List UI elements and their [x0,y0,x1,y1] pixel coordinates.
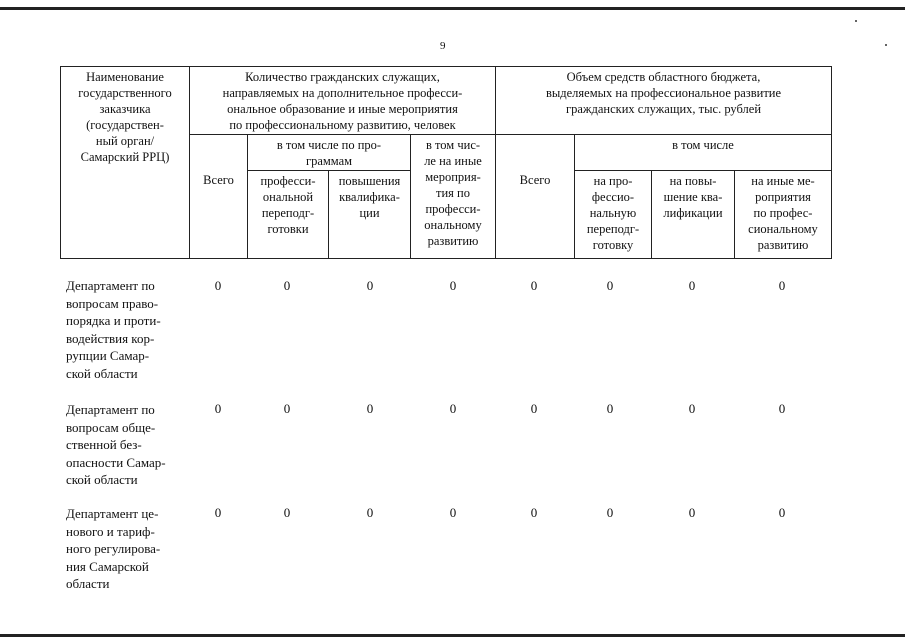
header-count-other: в том чис- ле на иные мероприя- тия по професси- ональному развитию [410,134,496,259]
row-value: 0 [606,505,614,520]
header-group-count: Количество гражданских служащих, направляемых на дополнительное професси- ональное образование и иные мероприятия по профессиональному развитию, человек [189,66,496,135]
row-value: 0 [449,401,457,416]
row-value: 0 [366,505,374,520]
row-value: 0 [530,401,538,416]
row-value: 0 [214,401,222,416]
header-col-name: Наименование государственного заказчика (государствен- ный орган/ Самарский РРЦ) [60,66,190,259]
row-value: 0 [688,278,696,293]
scan-speck [855,20,857,22]
row-name: Департамент по вопросам обще- ственной без- опасности Самар- ской области [66,402,166,487]
header-budget-other: на иные ме- роприятия по профес- сиональному развитию [734,170,832,259]
scan-speck [885,44,887,46]
header-group-budget: Объем средств областного бюджета, выделяемых на профессиональное развитие гражданских служащих, тыс. рублей [495,66,832,135]
header-count-programs: в том числе по про- граммам [247,134,411,171]
scan-top-border [0,7,905,10]
row-name: Департамент по вопросам право- порядка и проти- водействия кор- рупции Самар- ской области [66,278,161,381]
header-count-total: Всего [189,134,248,259]
row-value: 0 [606,278,614,293]
row-value: 0 [449,505,457,520]
header-budget-incl: в том числе [574,134,832,171]
row-value: 0 [283,401,291,416]
row-value: 0 [283,278,291,293]
row-value: 0 [366,278,374,293]
row-value: 0 [214,505,222,520]
row-value: 0 [778,278,786,293]
row-value: 0 [283,505,291,520]
row-value: 0 [688,401,696,416]
row-value: 0 [214,278,222,293]
row-value: 0 [778,505,786,520]
row-value: 0 [606,401,614,416]
header-budget-retraining: на про- фессио- нальную переподг- готовку [574,170,652,259]
scan-bottom-border [0,634,905,637]
row-name: Департамент це- нового и тариф- ного регулирова- ния Самарской области [66,506,161,591]
row-value: 0 [530,505,538,520]
row-value: 0 [530,278,538,293]
row-value: 0 [688,505,696,520]
row-value: 0 [778,401,786,416]
page-number: 9 [440,40,446,52]
header-budget-total: Всего [495,134,575,259]
row-value: 0 [449,278,457,293]
row-value: 0 [366,401,374,416]
header-count-qualification: повышения квалифика- ции [328,170,411,259]
header-budget-qualification: на повы- шение ква- лификации [651,170,735,259]
header-count-retraining: професси- ональной переподг- готовки [247,170,329,259]
